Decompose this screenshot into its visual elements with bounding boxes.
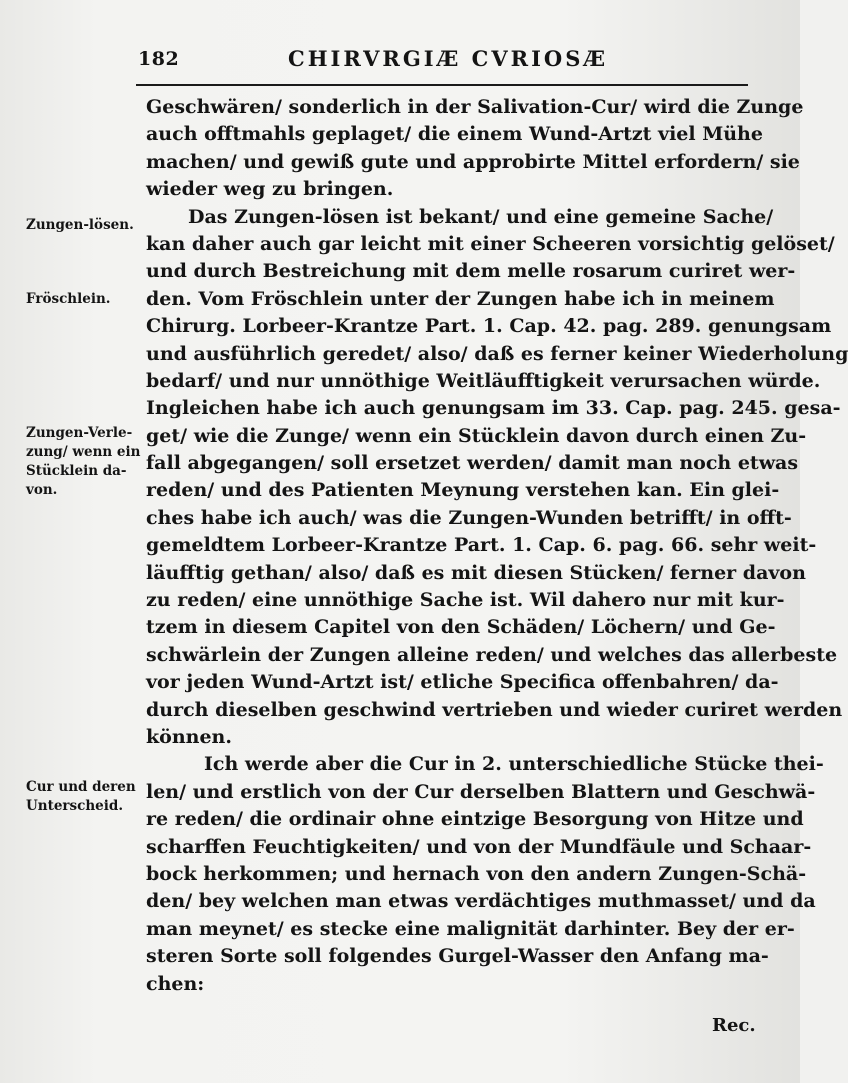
text-line: reden/ und des Patienten Meynung verstehen kan. Ein glei- bbox=[146, 479, 780, 502]
text-line: bock herkommen; und hernach von den andern Zungen-Schä- bbox=[146, 862, 807, 885]
text-line: scharffen Feuchtigkeiten/ und von der Mundfäule und Schaar- bbox=[146, 835, 812, 858]
text-line: ches habe ich auch/ was die Zungen-Wunden betrifft/ in offt- bbox=[146, 506, 792, 529]
header-rule bbox=[136, 84, 748, 86]
margin-note-froeschlein: Fröschlein. bbox=[26, 291, 111, 307]
text-line: steren Sorte soll folgendes Gurgel-Wasser den Anfang ma- bbox=[146, 945, 769, 968]
text-line: fall abgegangen/ soll ersetzet werden/ damit man noch etwas bbox=[146, 452, 799, 475]
text-line: den/ bey welchen man etwas verdächtiges muthmasset/ und da bbox=[146, 890, 816, 913]
text-line: vor jeden Wund-Artzt ist/ etliche Specifica offenbahren/ da- bbox=[146, 671, 779, 694]
text-line: Das Zungen-lösen ist bekant/ und eine gemeine Sache/ bbox=[188, 205, 774, 228]
running-head: CHIRVRGIÆ CVRIOSÆ bbox=[288, 46, 609, 71]
text-line: zu reden/ eine unnöthige Sache ist. Wil dahero nur mit kur- bbox=[146, 589, 785, 612]
text-line: wieder weg zu bringen. bbox=[146, 178, 394, 201]
body-text bbox=[146, 94, 848, 998]
text-line: re reden/ die ordinair ohne eintzige Besorgung von Hitze und bbox=[146, 808, 804, 831]
margin-note-cur-unterscheid: Cur und deren Unterscheid. bbox=[26, 779, 136, 814]
margin-note-zungen-verletzung: Zungen-Verle- zung/ wenn ein Stücklein da- von. bbox=[26, 425, 141, 498]
text-line: chen: bbox=[146, 972, 205, 995]
text-line: auch offtmahls geplaget/ die einem Wund-Artzt viel Mühe bbox=[146, 123, 763, 146]
text-line: machen/ und gewiß gute und approbirte Mittel erfordern/ sie bbox=[146, 150, 800, 173]
text-line: bedarf/ und nur unnöthige Weitläufftigkeit verursachen würde. bbox=[146, 369, 821, 392]
text-line: Chirurg. Lorbeer-Krantze Part. 1. Cap. 42. pag. 289. genungsam bbox=[146, 315, 832, 338]
text-line: gemeldtem Lorbeer-Krantze Part. 1. Cap. 6. pag. 66. sehr weit- bbox=[146, 534, 817, 557]
text-line: Ich werde aber die Cur in 2. unterschiedliche Stücke thei- bbox=[204, 753, 824, 776]
text-line: Ingleichen habe ich auch genungsam im 33. Cap. pag. 245. gesa- bbox=[146, 397, 841, 420]
text-line: und durch Bestreichung mit dem melle rosarum curiret wer- bbox=[146, 260, 796, 283]
text-line: läufftig gethan/ also/ daß es mit diesen Stücken/ ferner davon bbox=[146, 561, 806, 584]
text-line: len/ und erstlich von der Cur derselben Blattern und Geschwä- bbox=[146, 780, 816, 803]
text-line: den. Vom Fröschlein unter der Zungen habe ich in meinem bbox=[146, 287, 775, 310]
text-line: schwärlein der Zungen alleine reden/ und welches das allerbeste bbox=[146, 643, 838, 666]
text-line: und ausführlich geredet/ also/ daß es ferner keiner Wiederholung bbox=[146, 342, 848, 365]
margin-note-zungen-loesen: Zungen-lösen. bbox=[26, 217, 134, 233]
text-line: get/ wie die Zunge/ wenn ein Stücklein davon durch einen Zu- bbox=[146, 424, 807, 447]
text-line: Geschwären/ sonderlich in der Salivation-Cur/ wird die Zunge bbox=[146, 96, 804, 118]
text-line: kan daher auch gar leicht mit einer Scheeren vorsichtig gelöset/ bbox=[146, 232, 835, 255]
text-line: durch dieselben geschwind vertrieben und wieder curiret werden bbox=[146, 698, 843, 721]
page-number: 182 bbox=[138, 48, 180, 70]
catchword: Rec. bbox=[712, 1015, 756, 1036]
text-line: können. bbox=[146, 725, 232, 748]
text-line: tzem in diesem Capitel von den Schäden/ Löchern/ und Ge- bbox=[146, 616, 776, 639]
text-line: man meynet/ es stecke eine malignität darhinter. Bey der er- bbox=[146, 917, 795, 940]
